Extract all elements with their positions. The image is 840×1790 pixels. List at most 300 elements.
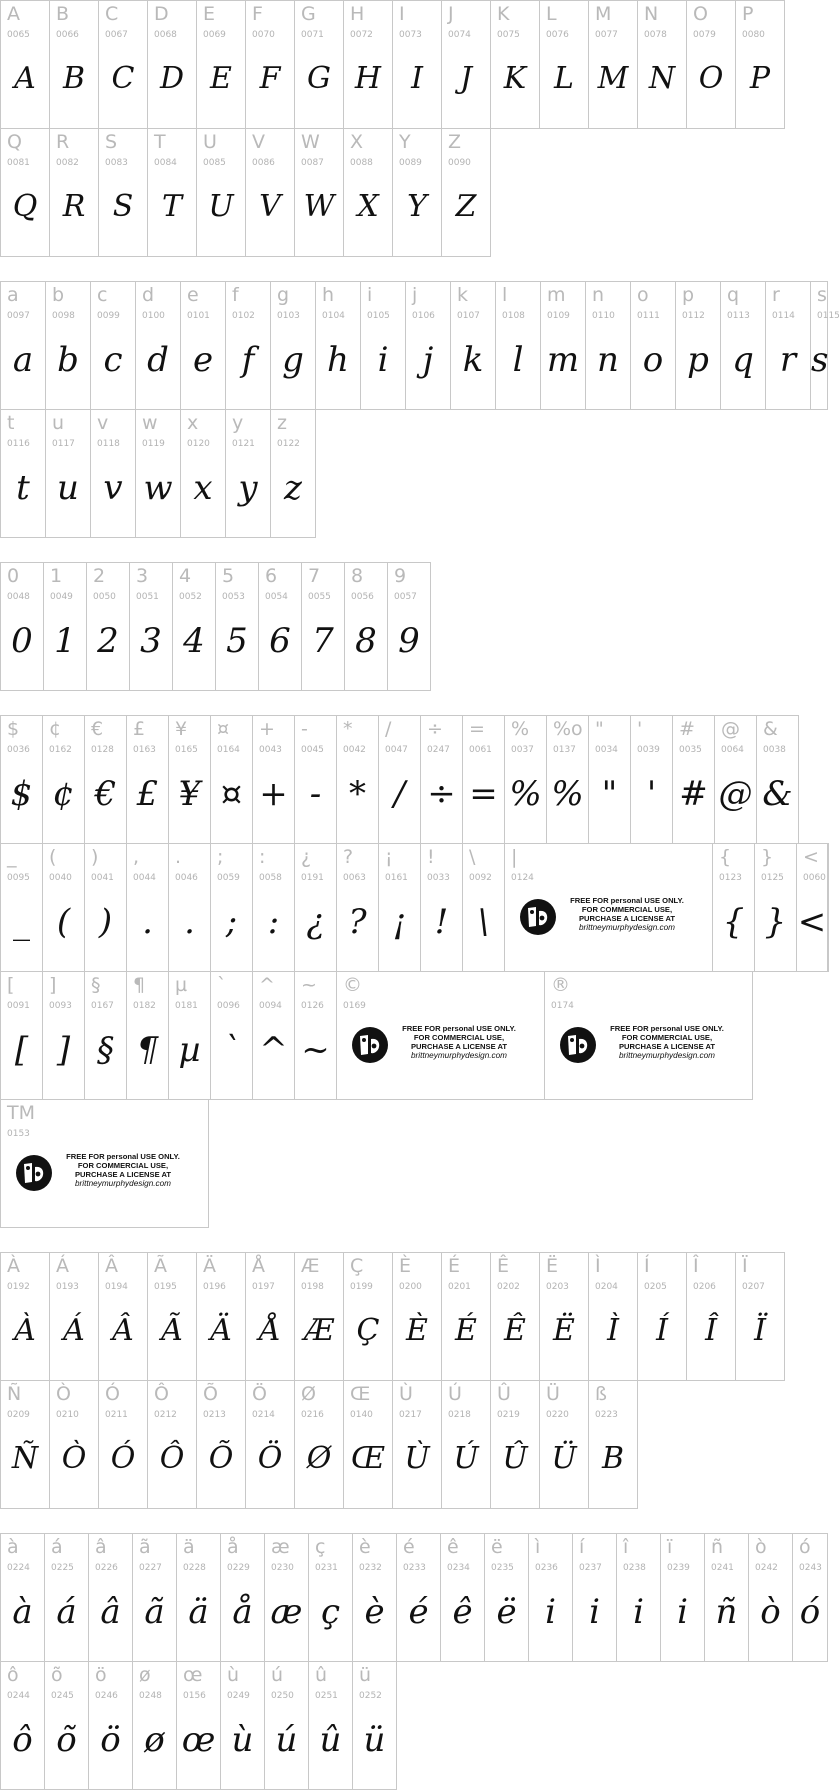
glyph-cell[interactable] [765,281,811,410]
glyph-sample: j [422,340,434,380]
glyph-code: 0200 [399,1282,422,1292]
glyph-cell[interactable] [441,128,491,257]
glyph-cell[interactable] [630,715,673,844]
glyph-cell[interactable] [585,281,631,410]
glyph-cell[interactable] [196,0,246,129]
glyph-cell[interactable] [126,715,169,844]
glyph-cell[interactable] [180,409,226,538]
glyph-cell[interactable] [539,1252,589,1381]
glyph-label: o [637,284,649,306]
glyph-cell[interactable] [336,971,545,1100]
glyph-code: 0066 [56,30,79,40]
notice-line-1: FREE FOR personal USE ONLY. [402,1024,516,1033]
glyph-code: 0213 [203,1410,226,1420]
glyph-sample: 7 [312,621,334,661]
glyph-sample: Q [12,189,38,224]
glyph-cell[interactable] [544,971,753,1100]
glyph-sample: µ [178,1030,201,1070]
glyph-cell[interactable] [714,715,757,844]
glyph-cell[interactable] [132,1661,177,1790]
glyph-cell[interactable] [546,715,589,844]
glyph-code: 0109 [547,311,570,321]
glyph-cell[interactable] [245,0,295,129]
glyph-cell[interactable] [792,1533,828,1662]
glyph-label: É [448,1255,461,1277]
glyph-cell[interactable] [172,562,216,691]
glyph-code: 0210 [56,1410,79,1420]
glyph-code: 0107 [457,311,480,321]
glyph-cell[interactable] [168,715,211,844]
glyph-cell[interactable] [135,409,181,538]
glyph-cell[interactable] [84,971,127,1100]
glyph-sample: g [282,340,304,380]
glyph-sample: £ [136,774,159,814]
glyph-cell[interactable] [215,562,259,691]
glyph-cell[interactable] [539,0,589,129]
glyph-label: S [105,131,118,153]
glyph-cell[interactable] [352,1533,397,1662]
glyph-cell[interactable] [0,1533,45,1662]
glyph-cell[interactable] [98,1252,148,1381]
glyph-sample: Ù [404,1441,430,1476]
glyph-cell[interactable] [294,0,344,129]
glyph-cell[interactable] [484,1533,529,1662]
glyph-label: x [187,412,199,434]
glyph-cell[interactable] [49,0,99,129]
glyph-cell[interactable] [42,843,85,972]
glyph-code: 0042 [343,745,366,755]
glyph-cell[interactable] [196,1380,246,1509]
glyph-cell[interactable] [252,971,295,1100]
glyph-cell[interactable] [539,1380,589,1509]
glyph-cell[interactable] [225,281,271,410]
notice-site: brittneymurphydesign.com [74,1179,172,1188]
glyph-label: ç [315,1536,326,1558]
glyph-cell[interactable] [147,1252,197,1381]
glyph-cell[interactable] [0,1099,209,1228]
glyph-sample: Ä [210,1313,232,1348]
license-notice-text [561,896,693,932]
glyph-cell[interactable] [588,715,631,844]
glyph-cell[interactable] [0,562,44,691]
glyph-code: 0251 [315,1691,338,1701]
glyph-cell[interactable] [378,843,421,972]
glyph-code: 0118 [97,439,120,449]
glyph-cell[interactable] [672,715,715,844]
glyph-cell[interactable] [132,1533,177,1662]
glyph-cell[interactable] [49,1252,99,1381]
glyph-cell[interactable] [294,971,337,1100]
glyph-code: 0088 [350,158,373,168]
glyph-code: 0211 [105,1410,128,1420]
glyph-cell[interactable] [495,281,541,410]
glyph-code: 0116 [7,439,30,449]
glyph-cell[interactable] [637,1252,687,1381]
glyph-sample: 2 [97,621,119,661]
glyph-cell[interactable] [147,1380,197,1509]
glyph-label: 3 [136,565,149,587]
glyph-cell[interactable] [129,562,173,691]
glyph-label: W [301,131,320,153]
glyph-sample: { [722,902,745,942]
glyph-cell[interactable] [704,1533,749,1662]
glyph-code: 0232 [359,1563,382,1573]
glyph-cell[interactable] [44,1661,89,1790]
glyph-cell[interactable] [616,1533,661,1662]
glyph-cell[interactable] [0,843,43,972]
glyph-cell[interactable] [210,715,253,844]
glyph-code: 0054 [265,592,288,602]
glyph-cell[interactable] [88,1533,133,1662]
glyph-code: 0249 [227,1691,250,1701]
glyph-label: ' [637,718,643,740]
glyph-label: P [742,3,754,25]
glyph-cell[interactable] [540,281,586,410]
glyph-cell[interactable] [441,0,491,129]
glyph-cell[interactable] [210,843,253,972]
glyph-cell[interactable] [344,562,388,691]
glyph-label: § [91,974,101,996]
glyph-label: ï [667,1536,673,1558]
glyph-code: 0169 [343,1001,366,1011]
glyph-label: Î [693,1255,699,1277]
glyph-cell[interactable] [440,1533,485,1662]
glyph-cell[interactable] [264,1661,309,1790]
glyph-cell[interactable] [686,0,736,129]
glyph-label: 1 [50,565,63,587]
glyph-sample: a [12,340,34,380]
glyph-cell[interactable] [98,1380,148,1509]
glyph-code: 0228 [183,1563,206,1573]
glyph-code: 0124 [511,873,534,883]
glyph-cell[interactable] [0,1380,50,1509]
glyph-sample: A [14,61,36,96]
glyph-cell[interactable] [0,971,43,1100]
glyph-cell[interactable] [387,562,431,691]
glyph-sample: Â [112,1313,134,1348]
glyph-cell[interactable] [462,715,505,844]
glyph-cell[interactable] [343,128,393,257]
glyph-label: ¡ [385,846,393,868]
glyph-cell[interactable] [294,715,337,844]
glyph-cell[interactable] [0,0,50,129]
glyph-cell[interactable] [396,1533,441,1662]
glyph-cell[interactable] [0,128,50,257]
glyph-cell[interactable] [126,971,169,1100]
glyph-code: 0122 [277,439,300,449]
glyph-label: ¿ [301,846,312,868]
glyph-sample: d [147,340,169,380]
glyph-sample: e [192,340,214,380]
glyph-cell[interactable] [630,281,676,410]
brand-logo-icon [519,898,557,936]
glyph-cell[interactable] [86,562,130,691]
glyph-label: Ã [154,1255,167,1277]
glyph-sample: È [406,1313,428,1348]
glyph-sample: t [16,468,30,508]
license-notice-text [393,1024,525,1060]
glyph-label: < [803,846,819,868]
glyph-code: 0050 [93,592,116,602]
glyph-code: 0212 [154,1410,177,1420]
glyph-cell[interactable] [827,843,829,972]
glyph-sample: p [687,340,709,380]
glyph-cell[interactable] [176,1661,221,1790]
glyph-cell[interactable] [270,281,316,410]
glyph-cell[interactable] [810,281,840,410]
glyph-cell[interactable] [392,1252,442,1381]
glyph-cell[interactable] [196,128,246,257]
glyph-cell[interactable] [343,1252,393,1381]
glyph-cell[interactable] [126,843,169,972]
glyph-code: 0113 [727,311,750,321]
glyph-code: 0048 [7,592,30,602]
glyph-cell[interactable] [42,715,85,844]
glyph-cell[interactable] [748,1533,793,1662]
glyph-cell[interactable] [176,1533,221,1662]
glyph-cell[interactable] [49,128,99,257]
glyph-cell[interactable] [98,128,148,257]
glyph-cell[interactable] [196,1252,246,1381]
glyph-cell[interactable] [378,715,421,844]
glyph-label: ¤ [217,718,230,740]
glyph-cell[interactable] [0,1252,50,1381]
glyph-label: Ï [742,1255,748,1277]
glyph-cell[interactable] [42,971,85,1100]
glyph-cell[interactable] [343,0,393,129]
glyph-label: * [343,718,353,740]
glyph-cell[interactable] [90,281,136,410]
glyph-code: 0121 [232,439,255,449]
glyph-label: c [97,284,108,306]
glyph-cell[interactable] [490,1252,540,1381]
glyph-code: 0087 [301,158,324,168]
glyph-cell[interactable] [270,409,316,538]
notice-site: brittneymurphydesign.com [618,1051,716,1060]
glyph-cell[interactable] [225,409,271,538]
glyph-cell[interactable] [0,281,46,410]
glyph-cell[interactable] [168,843,211,972]
notice-line-2: FOR COMMERCIAL USE, [77,1161,169,1170]
glyph-sample: G [307,61,331,96]
glyph-cell[interactable] [88,1661,133,1790]
glyph-code: 0246 [95,1691,118,1701]
glyph-code: 0049 [50,592,73,602]
glyph-cell[interactable] [168,971,211,1100]
glyph-label: _ [7,846,17,868]
glyph-cell[interactable] [572,1533,617,1662]
glyph-code: 0094 [259,1001,282,1011]
glyph-label: f [232,284,239,306]
glyph-code: 0055 [308,592,331,602]
glyph-cell[interactable] [490,0,540,129]
glyph-cell[interactable] [294,128,344,257]
notice-line-2: FOR COMMERCIAL USE, [413,1033,505,1042]
glyph-cell[interactable] [441,1252,491,1381]
brand-logo-icon [15,1154,53,1192]
glyph-cell[interactable] [754,843,797,972]
glyph-cell[interactable] [258,562,302,691]
glyph-cell[interactable] [49,1380,99,1509]
glyph-sample: ~ [301,1030,330,1070]
glyph-cell[interactable] [0,409,46,538]
glyph-label: % [511,718,530,740]
glyph-sample: c [103,340,123,380]
glyph-cell[interactable] [308,1661,353,1790]
glyph-sample: / [393,774,406,814]
glyph-cell[interactable] [336,715,379,844]
license-notice-text [601,1024,733,1060]
glyph-cell[interactable] [135,281,181,410]
notice-line-3: PURCHASE A LICENSE AT [74,1170,172,1179]
glyph-label: : [259,846,266,868]
glyph-cell[interactable] [252,843,295,972]
glyph-code: 0252 [359,1691,382,1701]
glyph-cell[interactable] [220,1661,265,1790]
glyph-cell[interactable] [294,843,337,972]
glyph-label: F [252,3,263,25]
glyph-cell[interactable] [44,1533,89,1662]
glyph-cell[interactable] [264,1533,309,1662]
glyph-cell[interactable] [336,843,379,972]
glyph-label: 7 [308,565,321,587]
glyph-label: J [448,3,454,25]
glyph-cell[interactable] [756,715,799,844]
glyph-cell[interactable] [45,281,91,410]
glyph-label: h [322,284,335,306]
glyph-sample: ÷ [427,774,456,814]
glyph-cell[interactable] [45,409,91,538]
glyph-cell[interactable] [490,1380,540,1509]
glyph-cell[interactable] [90,409,136,538]
glyph-cell[interactable] [686,1252,736,1381]
glyph-sample: ã [144,1592,165,1632]
glyph-cell[interactable] [588,1380,638,1509]
glyph-label: 8 [351,565,364,587]
glyph-label: B [56,3,70,25]
glyph-cell[interactable] [420,715,463,844]
glyph-cell[interactable] [0,715,43,844]
glyph-sample: $ [10,774,33,814]
glyph-sample: Ö [257,1441,283,1476]
glyph-code: 0111 [637,311,660,321]
glyph-code: 0128 [91,745,114,755]
glyph-cell[interactable] [504,715,547,844]
glyph-cell[interactable] [360,281,406,410]
glyph-cell[interactable] [294,1380,344,1509]
glyph-cell[interactable] [588,1252,638,1381]
glyph-sample: s [811,340,829,380]
glyph-label: Â [105,1255,118,1277]
glyph-cell[interactable] [392,1380,442,1509]
glyph-cell[interactable] [441,1380,491,1509]
glyph-cell[interactable] [735,1252,785,1381]
glyph-sample: x [193,468,213,508]
glyph-cell[interactable] [180,281,226,410]
glyph-cell[interactable] [220,1533,265,1662]
glyph-cell[interactable] [637,0,687,129]
glyph-sample: h [327,340,349,380]
glyph-cell[interactable] [405,281,451,410]
glyph-cell[interactable] [308,1533,353,1662]
glyph-cell[interactable] [98,0,148,129]
glyph-cell[interactable] [84,843,127,972]
glyph-cell[interactable] [245,1252,295,1381]
glyph-cell[interactable] [343,1380,393,1509]
glyph-sample: à [12,1592,33,1632]
glyph-code: 0167 [91,1001,114,1011]
glyph-label: Ô [154,1383,169,1405]
glyph-cell[interactable] [245,1380,295,1509]
glyph-cell[interactable] [720,281,766,410]
glyph-label: n [592,284,605,306]
glyph-code: 0081 [7,158,30,168]
glyph-cell[interactable] [315,281,361,410]
glyph-label: ö [95,1664,107,1686]
glyph-cell[interactable] [147,128,197,257]
glyph-sample: Æ [303,1313,335,1348]
glyph-cell[interactable] [392,128,442,257]
glyph-sample: _ [13,902,30,942]
glyph-cell[interactable] [210,971,253,1100]
glyph-cell[interactable] [660,1533,705,1662]
glyph-code: 0059 [217,873,240,883]
glyph-code: 0080 [742,30,765,40]
glyph-cell[interactable] [294,1252,344,1381]
glyph-code: 0063 [343,873,366,883]
glyph-cell[interactable] [301,562,345,691]
glyph-label: j [412,284,418,306]
glyph-label: Õ [203,1383,218,1405]
glyph-label: € [91,718,104,740]
glyph-code: 0105 [367,311,390,321]
glyph-cell[interactable] [352,1661,397,1790]
glyph-cell[interactable] [252,715,295,844]
glyph-code: 0065 [7,30,30,40]
glyph-cell[interactable] [588,0,638,129]
glyph-label: Ü [546,1383,560,1405]
glyph-sample: Y [407,189,427,224]
glyph-code: 0239 [667,1563,690,1573]
glyph-cell[interactable] [0,1661,45,1790]
glyph-label: U [203,131,217,153]
glyph-label: A [7,3,20,25]
license-notice [559,1024,734,1080]
glyph-cell[interactable] [675,281,721,410]
glyph-cell[interactable] [43,562,87,691]
glyph-cell[interactable] [420,843,463,972]
glyph-label: k [457,284,469,306]
glyph-cell[interactable] [735,0,785,129]
glyph-code: 0156 [183,1691,206,1701]
glyph-cell[interactable] [84,715,127,844]
glyph-cell[interactable] [450,281,496,410]
glyph-sample: ¡ [392,902,407,942]
glyph-cell[interactable] [528,1533,573,1662]
glyph-code: 0242 [755,1563,778,1573]
glyph-cell[interactable] [392,0,442,129]
glyph-cell[interactable] [245,128,295,257]
glyph-sample: f [241,340,255,380]
glyph-sample: w [143,468,173,508]
glyph-cell[interactable] [504,843,713,972]
glyph-cell[interactable] [712,843,755,972]
glyph-cell[interactable] [147,0,197,129]
glyph-label: Ú [448,1383,462,1405]
glyph-cell[interactable] [796,843,828,972]
glyph-cell[interactable] [462,843,505,972]
glyph-code: 0072 [350,30,373,40]
